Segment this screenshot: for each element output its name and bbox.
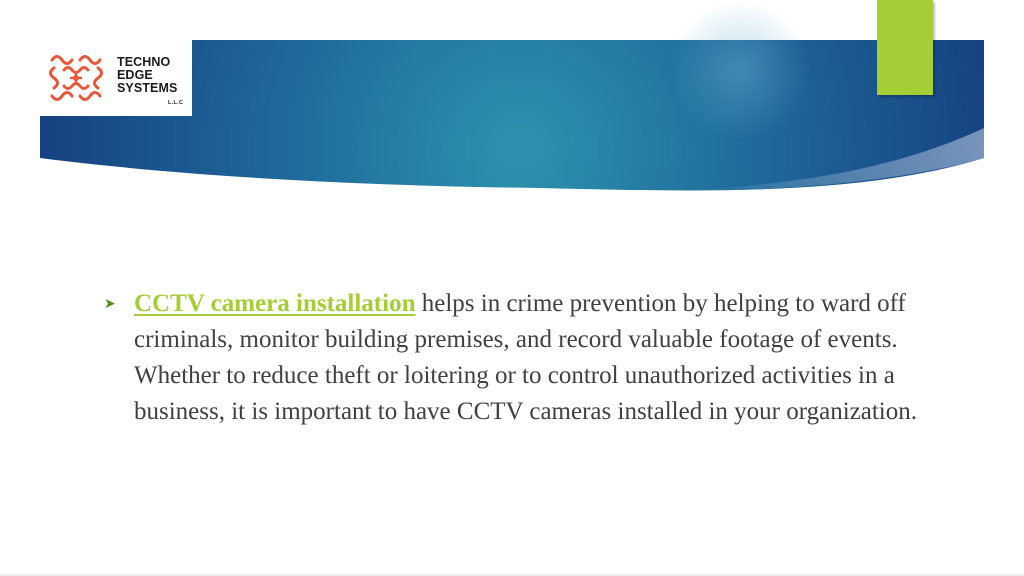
accent-tab — [877, 0, 933, 95]
logo-suffix: L.L.C — [168, 100, 184, 106]
arrow-bullet-icon: ➤ — [104, 296, 116, 312]
logo-text-line-2: EDGE — [117, 68, 153, 82]
logo-text-line-3: SYSTEMS — [117, 81, 178, 95]
bullet-paragraph — [134, 286, 954, 430]
content-area — [104, 286, 954, 430]
cctv-installation-link[interactable]: CCTV camera installation — [134, 290, 416, 317]
logo-text-line-1: TECHNO — [117, 55, 171, 69]
company-logo — [40, 40, 192, 116]
bullet-item — [104, 286, 954, 430]
logo-emblem-icon — [44, 46, 108, 110]
bullet-body-text: helps in crime prevention by helping to ward off criminals, monitor building premises, and record valuable footage of events. Whether to reduce theft or loitering or to control unauthorized activities in a business, it is important to have CCTV cameras installed in your organization. — [134, 290, 917, 425]
